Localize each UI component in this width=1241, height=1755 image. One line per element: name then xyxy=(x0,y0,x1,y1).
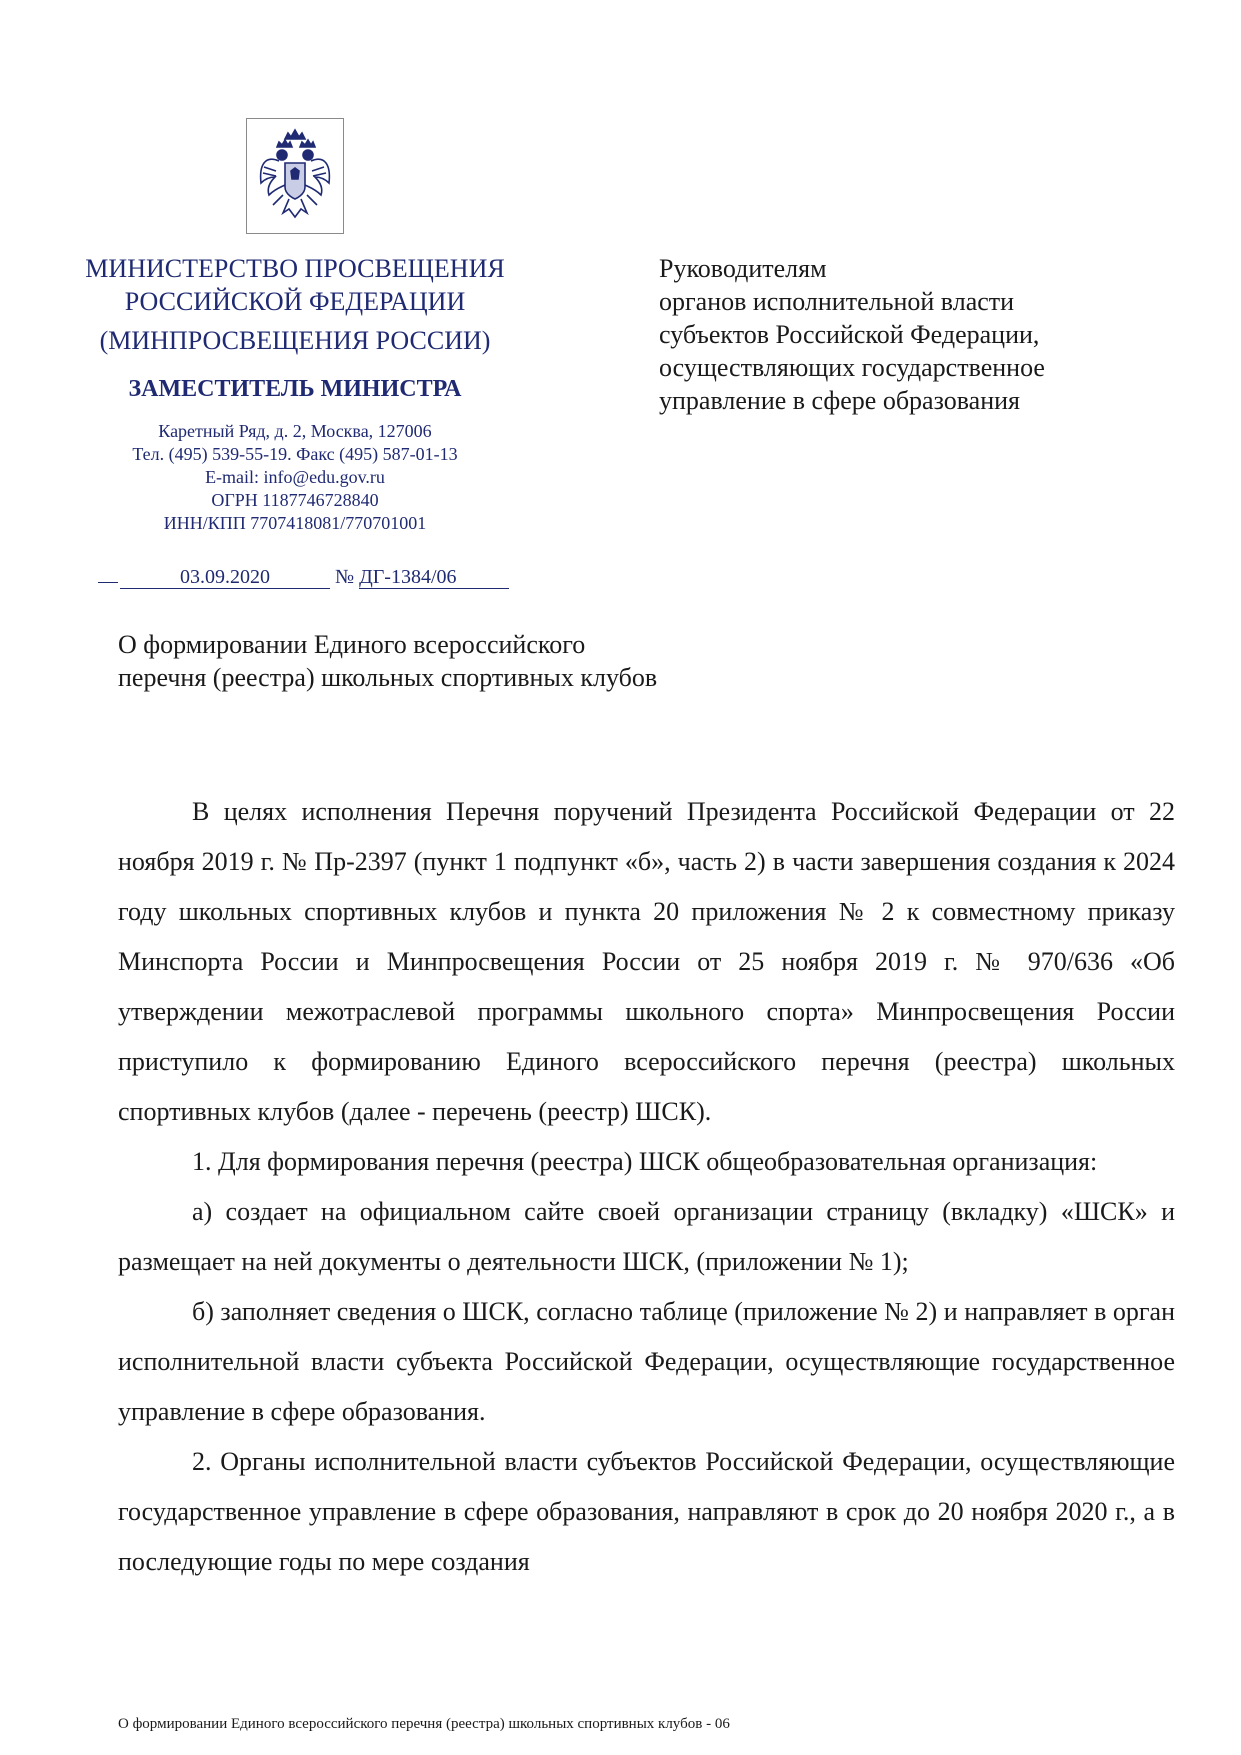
ogrn: ОГРН 1187746728840 xyxy=(211,490,379,510)
subject-line-2: перечня (реестра) школьных спортивных клубов xyxy=(118,663,658,692)
page-footer: О формировании Единого всероссийского перечня (реестра) школьных спортивных клубов - 06 xyxy=(118,1716,730,1732)
paragraph-item-1a: а) создает на официальном сайте своей организации страницу (вкладку) «ШСК» и размещает на ней документы о деятельности ШСК, (приложении № 1); xyxy=(118,1197,1175,1276)
letter-body xyxy=(118,787,1175,1587)
underline xyxy=(98,582,118,583)
registration-number: ДГ-1384/06 xyxy=(359,566,509,589)
paragraph-intro: В целях исполнения Перечня поручений Президента Российской Федерации от 22 ноября 2019 г. № Пр-2397 (пункт 1 подпункт «б», часть 2) в части завершения создания к 2024 году школьных спортивных клубов и пункта 20 приложения № 2 к совместному приказу Минспорта России и Минпросвещения России от 25 ноября 2019 г. № 970/636 «Об утверждении межотраслевой программы школьного спорта» Минпросвещения России приступило к формированию Единого всероссийского перечня (реестра) школьных спортивных клубов (далее - перечень (реестр) ШСК). xyxy=(118,797,1175,1126)
registration-date: 03.09.2020 xyxy=(120,566,330,589)
number-label: № xyxy=(335,566,355,588)
ministry-line-2: РОССИЙСКОЙ ФЕДЕРАЦИИ xyxy=(124,287,466,316)
addressee-line-3: субъектов Российской Федерации, xyxy=(659,320,1040,349)
addressee-block xyxy=(659,252,1179,417)
paragraph-item-2: 2. Органы исполнительной власти субъектов Российской Федерации, осуществляющие государственное управление в сфере образования, направляют в срок до 20 ноября 2020 г., а в последующие годы по мере создания xyxy=(118,1447,1175,1576)
phones: Тел. (495) 539-55-19. Факс (495) 587-01-13 xyxy=(132,444,458,464)
coat-of-arms-icon xyxy=(255,125,335,225)
subject-line-1: О формировании Единого всероссийского xyxy=(118,630,586,659)
registration-line xyxy=(98,566,509,589)
addressee-line-4: осуществляющих государственное xyxy=(659,353,1045,382)
inn-kpp: ИНН/КПП 7707418081/770701001 xyxy=(163,513,427,533)
contact-block xyxy=(60,420,530,535)
addressee-line-2: органов исполнительной власти xyxy=(659,287,1015,316)
paragraph-item-1: 1. Для формирования перечня (реестра) ШСК общеобразовательная организация: xyxy=(192,1147,1098,1176)
position-title: ЗАМЕСТИТЕЛЬ МИНИСТРА xyxy=(128,376,462,402)
emblem-frame xyxy=(246,118,344,234)
ministry-line-1: МИНИСТЕРСТВО ПРОСВЕЩЕНИЯ xyxy=(85,254,505,283)
ministry-name xyxy=(60,252,530,357)
address: Каретный Ряд, д. 2, Москва, 127006 xyxy=(158,421,432,441)
addressee-line-5: управление в сфере образования xyxy=(659,386,1020,415)
subject xyxy=(118,628,758,694)
ministry-line-3: (МИНПРОСВЕЩЕНИЯ РОССИИ) xyxy=(99,326,491,355)
paragraph-item-1b: б) заполняет сведения о ШСК, согласно таблице (приложение № 2) и направляет в орган исполнительной власти субъекта Российской Федерации, осуществляющие государственное управление в сфере образования. xyxy=(118,1297,1175,1426)
email: E-mail: info@edu.gov.ru xyxy=(205,467,385,487)
addressee-line-1: Руководителям xyxy=(659,254,827,283)
